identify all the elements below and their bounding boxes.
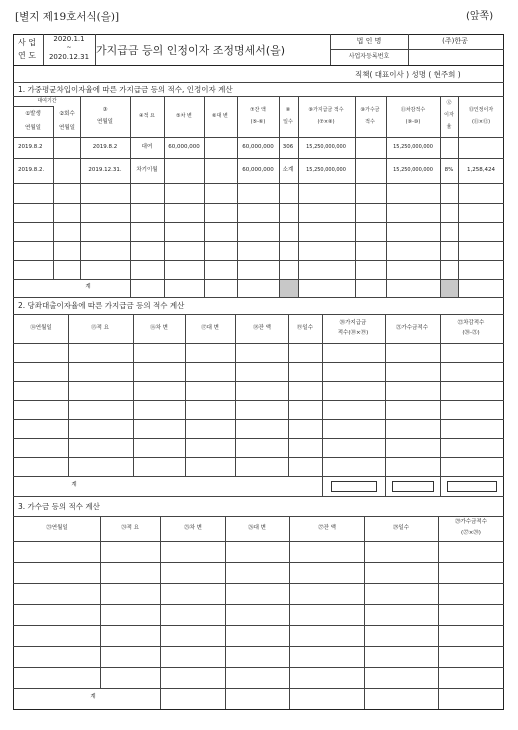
s2-header-days: ⑲일수 (296, 325, 314, 331)
s3-header-deposit-product-sub: (㉗×㉘) (461, 530, 481, 536)
s3-header-credit: ㉖대 변 (248, 525, 266, 531)
row1-balance: 60,000,000 (242, 144, 274, 150)
s2-header-deposit-product: ㉑가수금적수 (395, 325, 429, 331)
shaded-cell (441, 280, 458, 297)
s2-header-balance: ⑱잔 액 (253, 325, 271, 331)
header-net-product-sub: (⑨-⑩) (405, 119, 421, 125)
row2-deemed-interest: 1,258,424 (467, 167, 495, 173)
header-return-date: ②회수 (59, 111, 75, 117)
corp-name-value: (주)한공 (442, 37, 468, 45)
header-rate-sub2: 율 (446, 124, 452, 130)
header-net-product: ⑪차감적수 (400, 107, 426, 113)
s2-header-net-product-sub: (⑳-㉑) (462, 330, 480, 336)
header-deposit-product: ⑩가수금 (360, 107, 380, 113)
year-label-1: 사 업 (18, 38, 36, 47)
person-line: 직책( 대표이사 ) 성명 ( 현주희 ) (355, 70, 461, 79)
row2-issue-date: 2019.8.2. (18, 167, 45, 173)
period-start: 2020.1.1 (53, 35, 85, 43)
header-deposit-product-sub: 적수 (365, 119, 375, 125)
row1-advance-product: 15,250,000,000 (306, 144, 346, 150)
s3-header-deposit-product: ㉙가수금적수 (454, 519, 488, 525)
row1-debit: 60,000,000 (168, 144, 200, 150)
s2-header-advance-product: ⑳가지급금 (339, 320, 367, 326)
s2-header-summary: ⑮적 요 (91, 325, 109, 331)
header-summary: ④적 요 (139, 113, 155, 119)
s3-header-debit: ㉕차 변 (184, 525, 202, 531)
header-date-sub: 연월일 (97, 119, 113, 125)
section1-title: 1. 가중평균차입이자율에 따른 가지급금 등의 적수, 인정이자 계산 (18, 85, 233, 94)
s2-header-date: ⑭연월일 (30, 325, 52, 331)
header-rate-sub: 이자 (444, 112, 454, 118)
s3-header-days: ㉘일수 (392, 525, 410, 531)
row1-issue-date: 2019.8.2 (18, 144, 43, 150)
year-label-2: 연 도 (18, 51, 36, 60)
total-net-box[interactable] (447, 481, 497, 492)
row2-rate: 8% (444, 167, 454, 173)
total-advance-box[interactable] (331, 481, 377, 492)
page-side: (앞쪽) (466, 11, 494, 22)
section2-title: 2. 당좌대출이자율에 따른 가지급금 등의 적수 계산 (18, 301, 185, 310)
section1-total-label: 계 (85, 284, 91, 290)
total-deposit-box[interactable] (392, 481, 434, 492)
period-tilde: ~ (66, 44, 72, 51)
row1-date: 2019.8.2 (92, 144, 118, 150)
header-advance-product: ⑨가지급금 적수 (308, 107, 344, 113)
header-date: ③ (102, 107, 108, 113)
header-deemed-interest-sub: (⑪×⑫) (471, 119, 491, 125)
row1-net-product: 15,250,000,000 (393, 144, 433, 150)
header-balance-sub: (⑤-⑥) (250, 119, 266, 125)
form-title: 가지급금 등의 인정이자 조정명세서(을) (96, 44, 286, 57)
row2-days: 소계 (282, 167, 294, 173)
row2-net-product: 15,250,000,000 (393, 167, 433, 173)
s2-header-debit: ⑯차 변 (150, 325, 168, 331)
header-debit: ⑤차 변 (176, 113, 192, 119)
row2-advance-product: 15,250,000,000 (306, 167, 346, 173)
row1-summary: 대여 (141, 144, 153, 150)
s3-header-date: ㉓연월일 (46, 525, 68, 531)
s2-header-credit: ⑰대 변 (201, 325, 219, 331)
s3-header-summary: ㉔적 요 (121, 525, 139, 531)
shaded-cell (280, 280, 298, 297)
header-period: 대여기간 (37, 98, 57, 104)
header-issue-date: ①발생 (25, 111, 41, 117)
s2-header-advance-product-sub: 적수(⑱×⑲) (337, 330, 369, 336)
section2-total-label: 계 (71, 482, 77, 488)
s3-header-balance: ㉗잔 액 (318, 525, 336, 531)
row2-date: 2019.12.31. (88, 167, 122, 173)
header-rate: ⑫ (446, 100, 452, 106)
header-credit: ⑥대 변 (212, 113, 228, 119)
header-deemed-interest: ⑬인정이자 (468, 107, 494, 113)
header-days: ⑧ (285, 107, 291, 113)
period-end: 2020.12.31 (48, 53, 90, 61)
header-balance: ⑦잔 액 (250, 107, 266, 113)
s2-header-net-product: ㉒차감적수 (457, 320, 485, 326)
header-return-date-sub: 연월일 (59, 125, 75, 131)
section3-total-label: 계 (90, 694, 96, 700)
row1-days: 306 (282, 144, 294, 150)
row2-summary: 차기이월 (136, 167, 158, 173)
header-days-sub: 일수 (283, 119, 293, 125)
header-advance-product-sub: (⑦×⑧) (317, 119, 335, 125)
header-issue-date-sub: 연월일 (25, 125, 41, 131)
form-number: [별지 제19호서식(을)] (15, 11, 120, 23)
section3-title: 3. 가수금 등의 적수 계산 (18, 502, 100, 511)
biz-no-label: 사업자등록번호 (348, 53, 390, 60)
corp-name-label: 법 인 명 (356, 37, 382, 45)
row2-balance: 60,000,000 (242, 167, 274, 173)
